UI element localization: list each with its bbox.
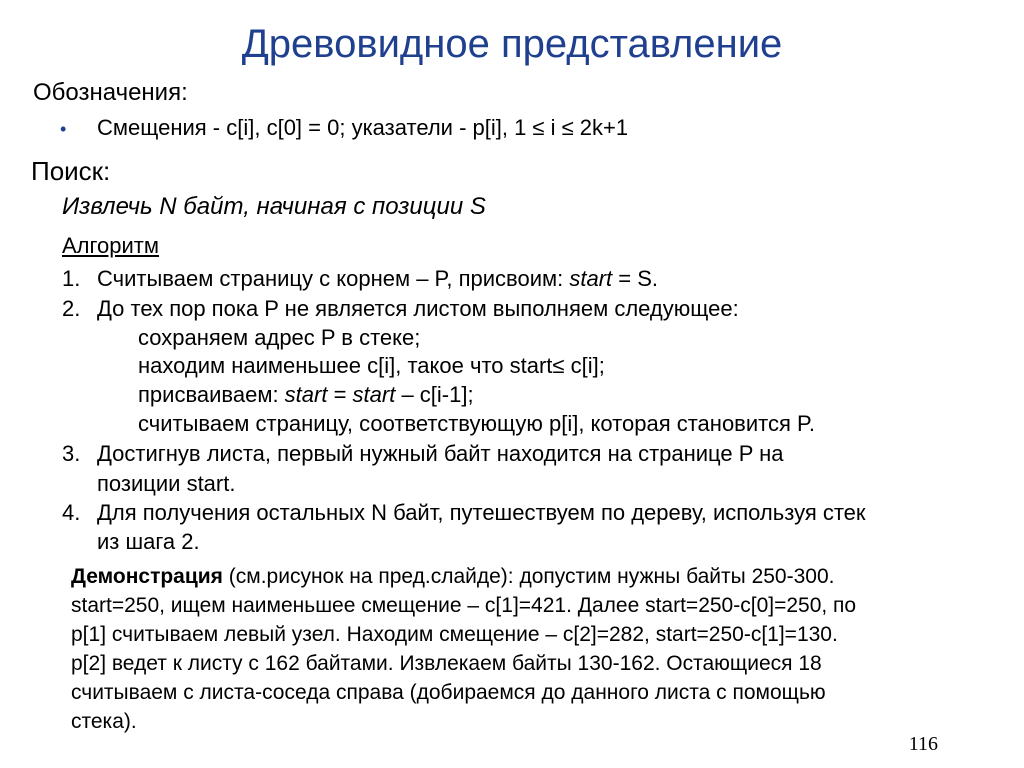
step-number: 2. xyxy=(62,296,81,321)
substep-3-e: – c[i-1]; xyxy=(395,382,474,407)
demo-line-1 xyxy=(71,565,834,589)
demo-line-5: считываем с листа-соседа справа (добираемся до данного листа с помощью xyxy=(71,681,826,704)
substep-2: находим наименьшее c[i], такое что start≤ c[i]; xyxy=(138,353,605,378)
substep-3 xyxy=(138,382,474,408)
step-4-text: Для получения остальных N байт, путешествуем по дереву, используя стек xyxy=(97,500,866,525)
demo-line-6: стека). xyxy=(71,710,137,733)
step-number: 4. xyxy=(62,500,81,525)
demo-line-4: p[2] ведет к листу с 162 байтами. Извлекаем байты 130-162. Остающиеся 18 xyxy=(71,652,822,675)
demo-label: Демонстрация xyxy=(71,565,223,588)
step-3-text-cont: позиции start. xyxy=(97,471,236,496)
step-3-text: Достигнув листа, первый нужный байт находится на странице P на xyxy=(97,441,784,466)
demo-line-3: p[1] считываем левый узел. Находим смещение – c[2]=282, start=250-c[1]=130. xyxy=(71,623,838,646)
substep-4: считываем страницу, соответствующую p[i], которая становится P. xyxy=(138,411,815,436)
algorithm-heading: Алгоритм xyxy=(62,233,160,258)
step-number: 3. xyxy=(62,441,81,466)
substep-1: сохраняем адрес P в стеке; xyxy=(138,325,421,350)
step-1-part-a: Считываем страницу с корнем – P, присвоим: xyxy=(97,266,570,291)
bullet-icon: • xyxy=(60,119,67,139)
step-1-start: start xyxy=(569,266,613,291)
substep-3-a: присваиваем: xyxy=(138,382,285,407)
step-2-text: До тех пор пока P не является листом выполняем следующее: xyxy=(97,296,739,321)
step-4-text-cont: из шага 2. xyxy=(97,529,200,554)
search-heading: Поиск: xyxy=(31,156,111,186)
step-number: 1. xyxy=(62,266,81,291)
substep-3-start: start xyxy=(284,382,328,407)
notation-item: Смещения - c[i], c[0] = 0; указатели - p[i], 1 ≤ i ≤ 2k+1 xyxy=(97,115,629,140)
notation-heading: Обозначения: xyxy=(33,79,188,106)
step-1-text xyxy=(97,266,658,292)
step-1-part-c: = S. xyxy=(612,266,659,291)
slide-title: Древовидное представление xyxy=(241,22,783,66)
substep-3-start2: start xyxy=(352,382,396,407)
substep-3-eq: = xyxy=(327,382,353,407)
page-number: 116 xyxy=(908,733,938,755)
search-task: Извлечь N байт, начиная с позиции S xyxy=(62,193,486,220)
demo-line-2: start=250, ищем наименьшее смещение – c[1]=421. Далее start=250-c[0]=250, по xyxy=(71,594,857,617)
demo-line-1-text: (см.рисунок на пред.слайде): допустим нужны байты 250-300. xyxy=(222,565,835,588)
